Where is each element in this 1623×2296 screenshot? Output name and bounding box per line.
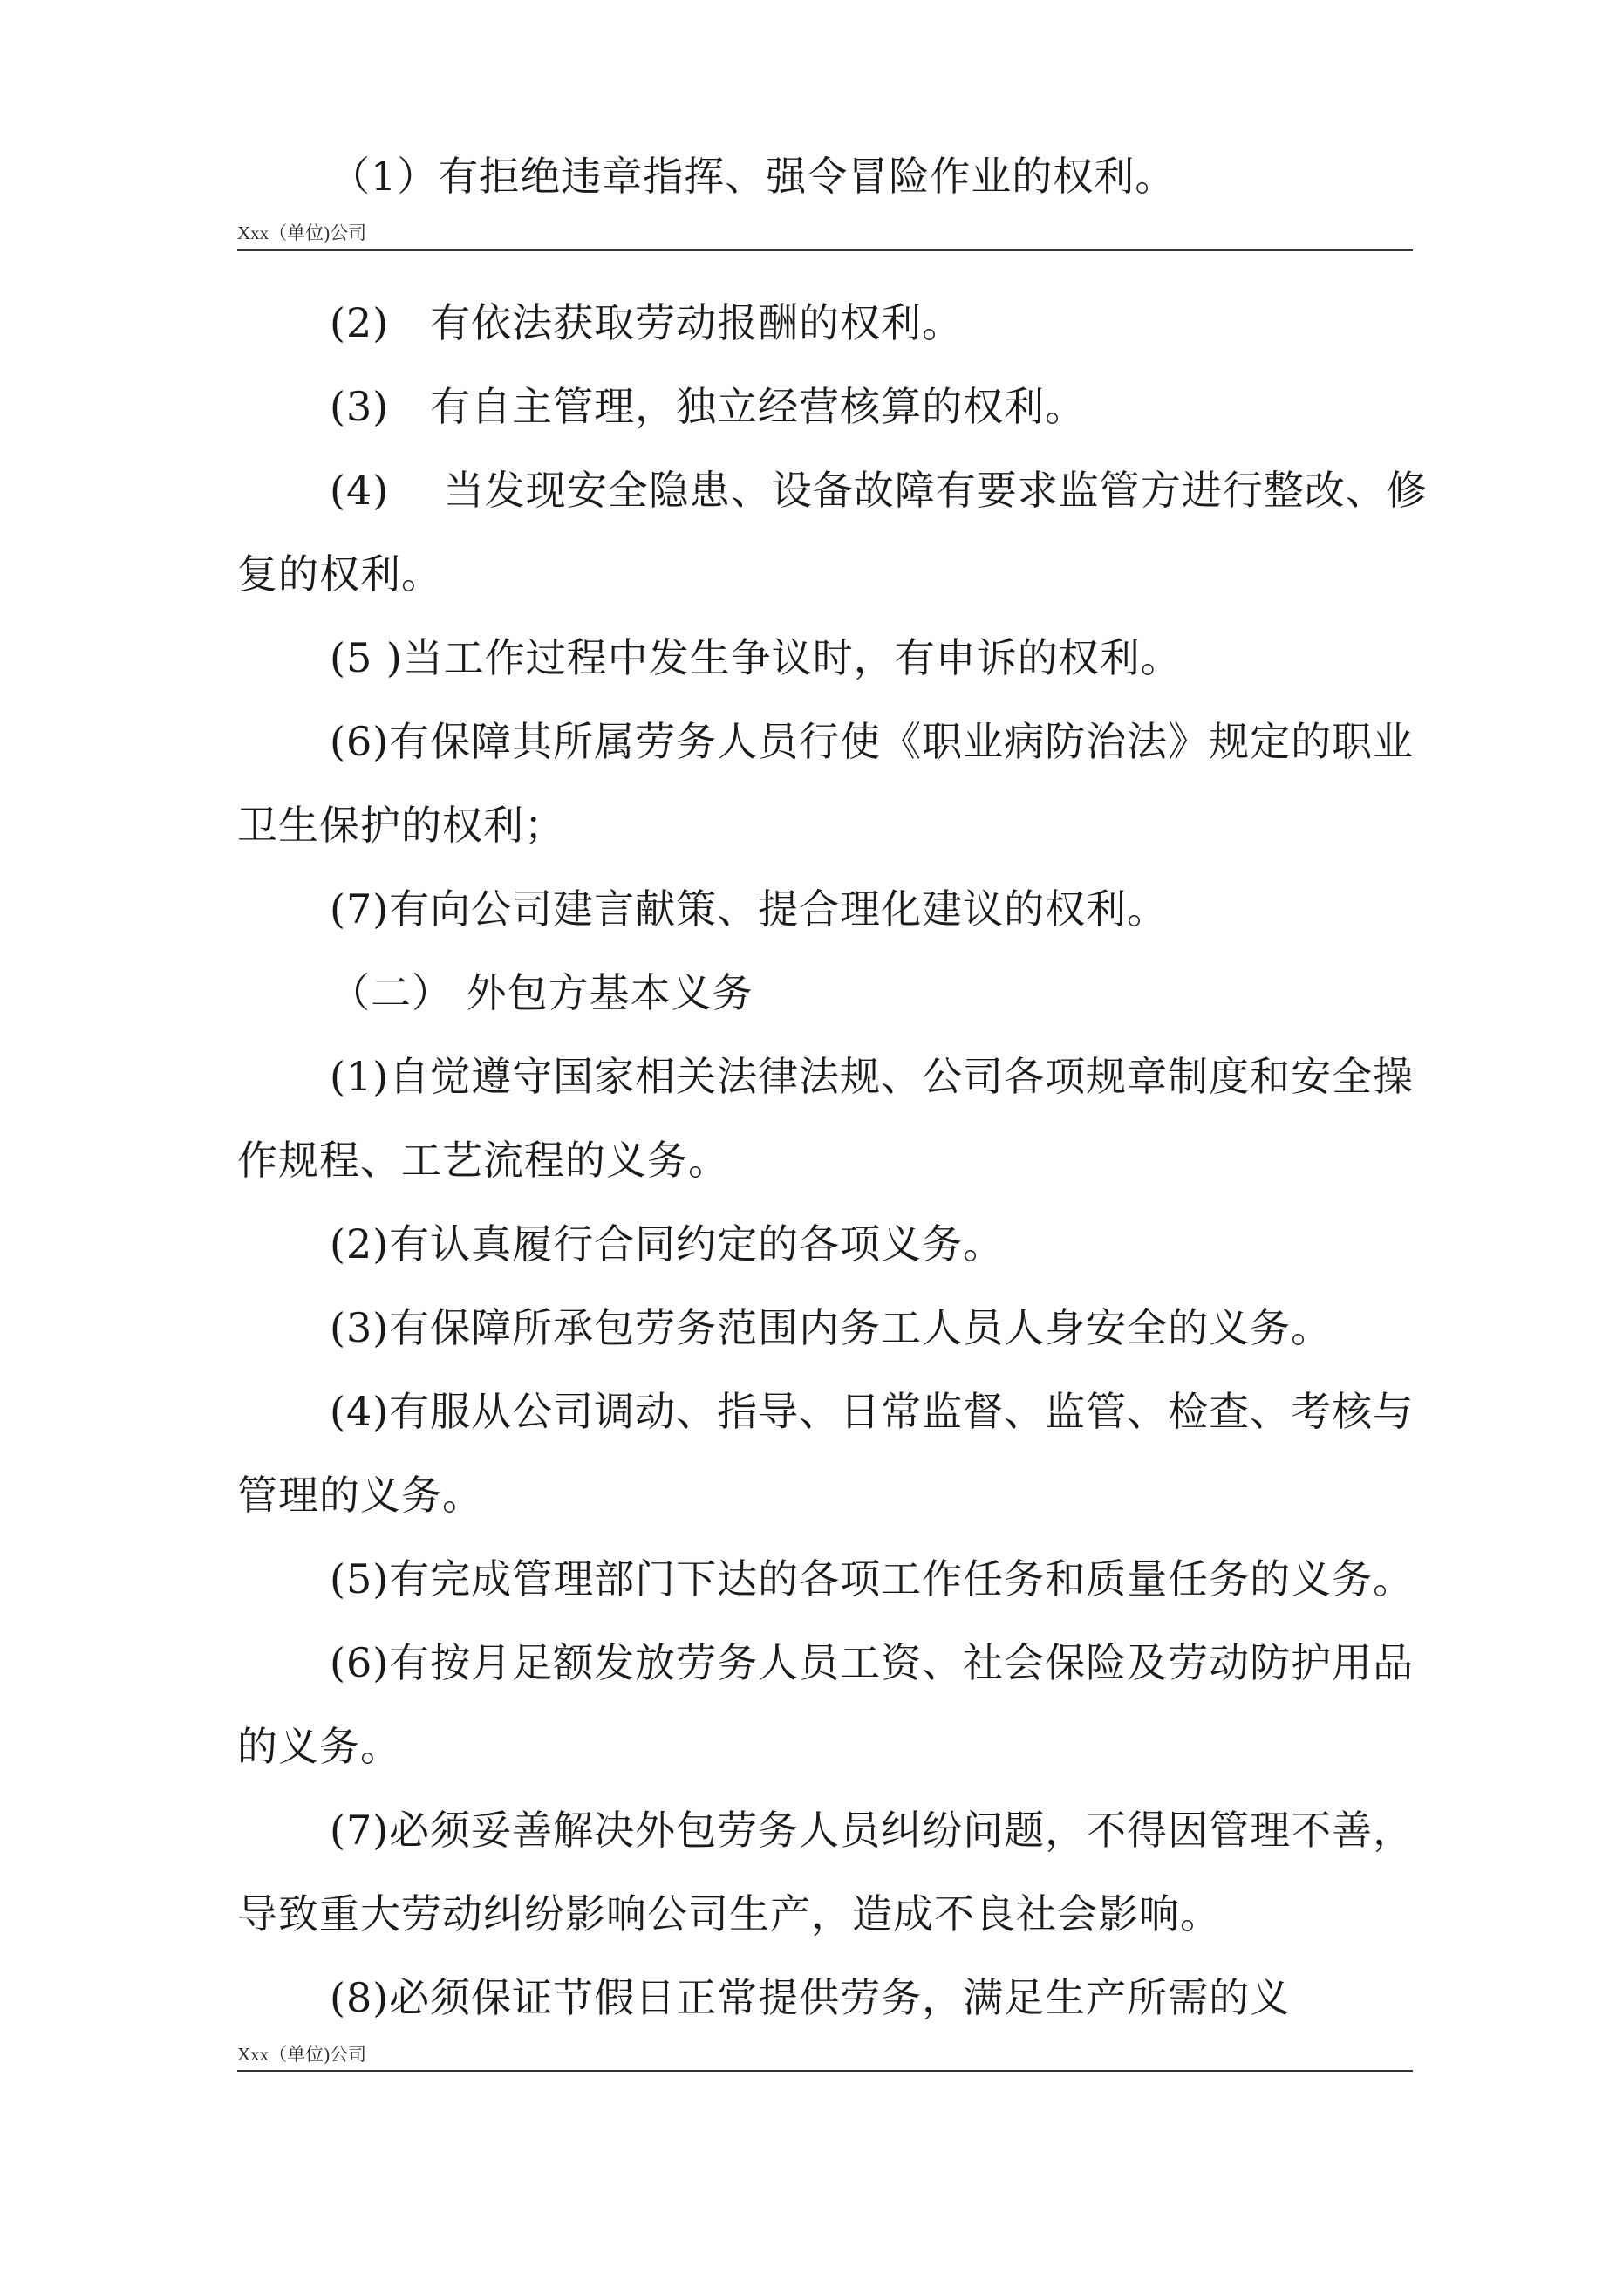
rights-item-7: (7)有向公司建言献策、提合理化建议的权利。 [330, 885, 1169, 933]
duties-item-1-line-2: 作规程、工艺流程的义务。 [237, 1137, 729, 1184]
duties-item-6-line-2: 的义务。 [237, 1723, 401, 1770]
duties-item-8-line-1: (8)必须保证节假日正常提供劳务，满足生产所需的义 [330, 1974, 1292, 2021]
duties-item-2: (2)有认真履行合同约定的各项义务。 [330, 1220, 1005, 1268]
duties-item-1-line-1: (1)自觉遵守国家相关法律法规、公司各项规章制度和安全操 [330, 1053, 1415, 1100]
rights-item-6-line-2: 卫生保护的权利； [237, 802, 565, 849]
duties-item-4-line-2: 管理的义务。 [237, 1472, 483, 1519]
header-company-label: Xxx（单位)公司 [237, 222, 367, 243]
duties-item-4-line-1: (4)有服从公司调动、指导、日常监督、监管、检查、考核与 [330, 1388, 1415, 1435]
footer-company-label: Xxx（单位)公司 [237, 2044, 367, 2065]
rights-item-4-line-1: (4) 当发现安全隐患、设备故障有要求监管方进行整改、修 [330, 467, 1428, 514]
duties-heading: （二） 外包方基本义务 [330, 969, 754, 1016]
rights-item-1: （1）有拒绝违章指挥、强令冒险作业的权利。 [330, 153, 1176, 200]
footer-rule [237, 2070, 1413, 2072]
rights-item-6-line-1: (6)有保障其所属劳务人员行使《职业病防治法》规定的职业 [330, 718, 1415, 765]
duties-item-5: (5)有完成管理部门下达的各项工作任务和质量任务的义务。 [330, 1555, 1415, 1602]
duties-item-7-line-2: 导致重大劳动纠纷影响公司生产，造成不良社会影响。 [237, 1890, 1221, 1937]
duties-item-3: (3)有保障所承包劳务范围内务工人员人身安全的义务。 [330, 1304, 1333, 1351]
rights-item-5: (5 )当工作过程中发生争议时，有申诉的权利。 [330, 634, 1182, 681]
rights-item-4-line-2: 复的权利。 [237, 550, 442, 598]
duties-item-7-line-1: (7)必须妥善解决外包劳务人员纠纷问题，不得因管理不善， [330, 1807, 1415, 1854]
rights-item-3: (3) 有自主管理，独立经营核算的权利。 [330, 383, 1087, 430]
rights-item-2: (2) 有依法获取劳动报酬的权利。 [330, 299, 964, 346]
header-rule [237, 249, 1413, 251]
duties-item-6-line-1: (6)有按月足额发放劳务人员工资、社会保险及劳动防护用品 [330, 1639, 1415, 1686]
